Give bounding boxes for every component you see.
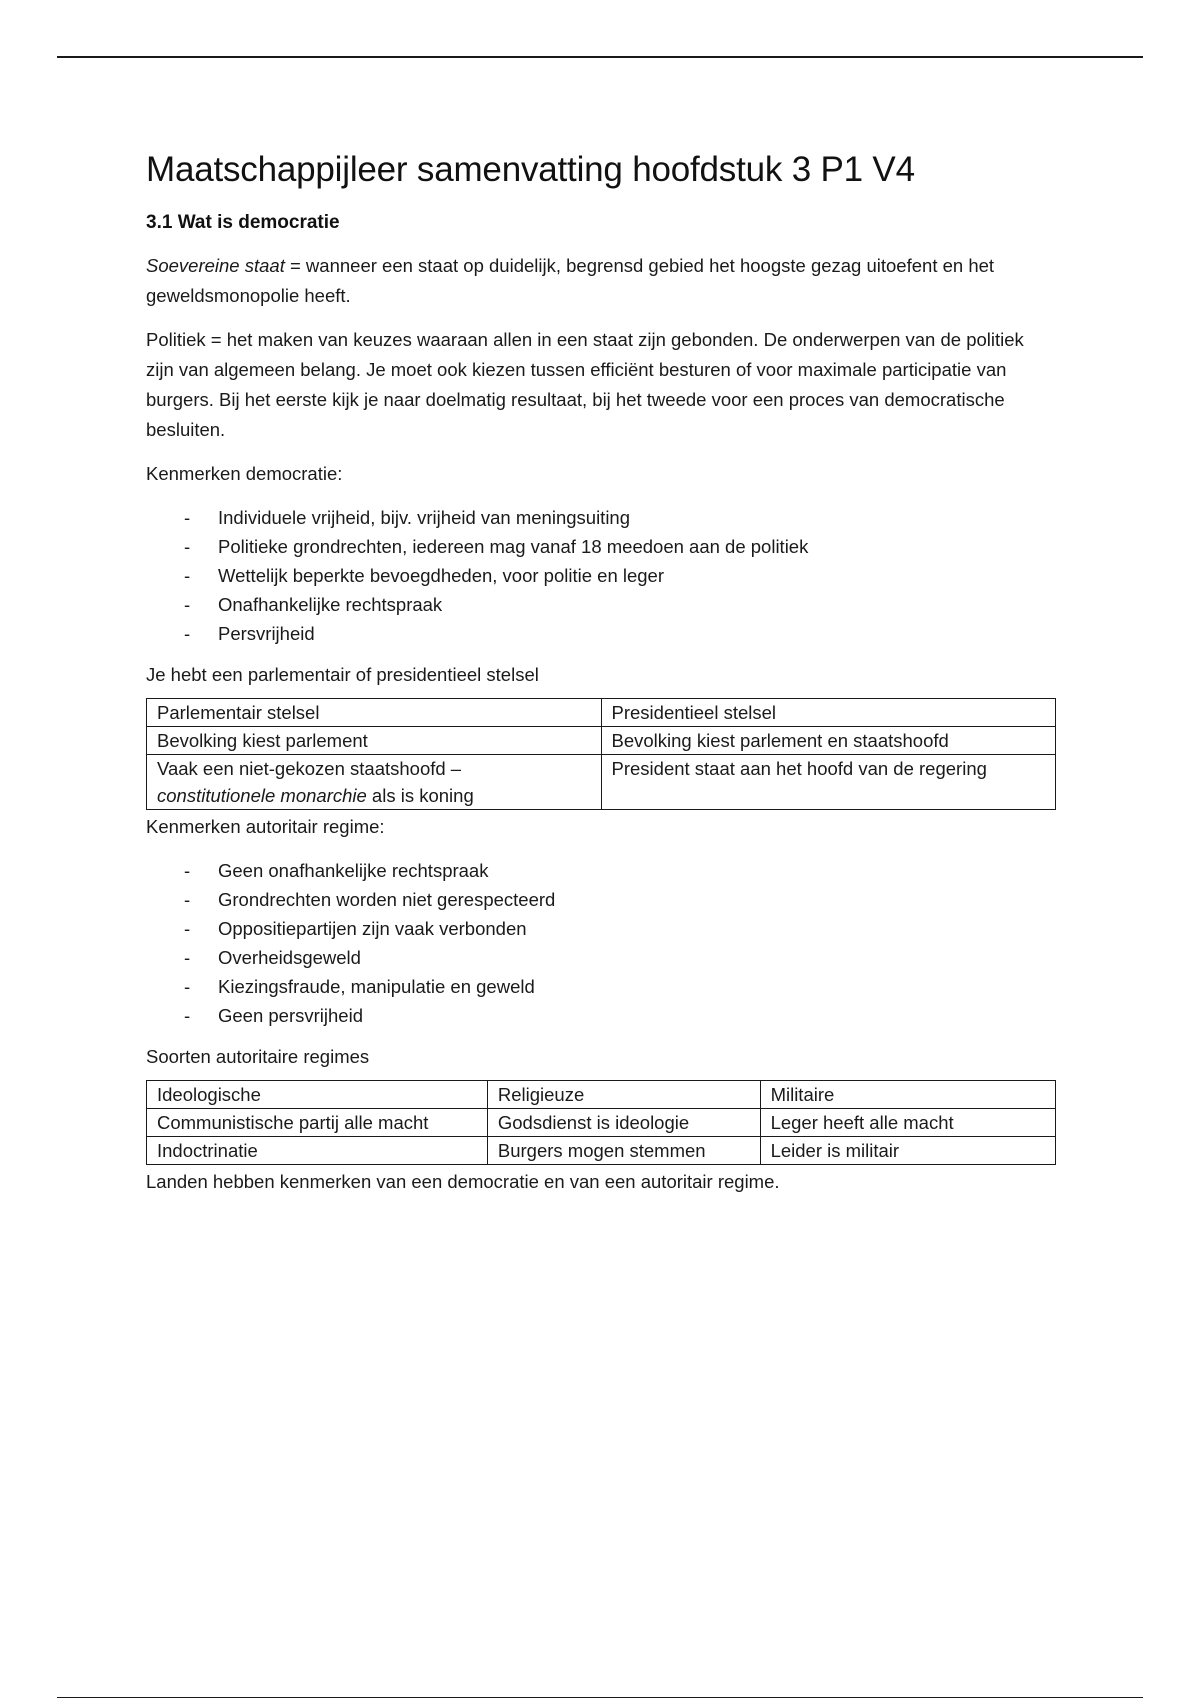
- list-item: - Oppositiepartijen zijn vaak verbonden: [184, 914, 1056, 943]
- list-item: - Wettelijk beperkte bevoegdheden, voor politie en leger: [184, 561, 1056, 590]
- table-cell: Leider is militair: [760, 1137, 1055, 1165]
- regimes-table: [146, 1080, 1056, 1165]
- table-cell: Indoctrinatie: [147, 1137, 488, 1165]
- kenmerken-democratie-label: Kenmerken democratie:: [146, 463, 343, 484]
- cell-text: als is koning: [366, 785, 474, 806]
- table-cell: Presidentieel stelsel: [601, 699, 1056, 727]
- table-row: [147, 755, 1056, 810]
- kenmerken-democratie-list: [146, 503, 1056, 648]
- document-page: [146, 150, 1056, 1211]
- list-item: - Individuele vrijheid, bijv. vrijheid van meningsuiting: [184, 503, 1056, 532]
- list-item: - Grondrechten worden niet gerespecteerd: [184, 885, 1056, 914]
- politiek-paragraph: Politiek = het maken van keuzes waaraan allen in een staat zijn gebonden. De onderwerpen van de politiek zijn van algemeen belang. Je moet ook kiezen tussen efficiënt besturen of voor maximale participatie van burgers. Bij het eerste kijk je naar doelmatig resultaat, bij het tweede voor een proces van democratische besluiten.: [146, 329, 1024, 440]
- stelsel-table: [146, 698, 1056, 810]
- table-cell: Bevolking kiest parlement: [147, 727, 602, 755]
- section-heading: 3.1 Wat is democratie: [146, 212, 340, 233]
- soorten-label: Soorten autoritaire regimes: [146, 1046, 370, 1067]
- table-cell: Parlementair stelsel: [147, 699, 602, 727]
- cell-italic-text: constitutionele monarchie: [157, 785, 367, 806]
- table-cell: Communistische partij alle macht: [147, 1109, 488, 1137]
- table-cell: [147, 755, 602, 810]
- table-cell: Militaire: [760, 1081, 1055, 1109]
- kenmerken-autoritair-label: Kenmerken autoritair regime:: [146, 816, 385, 837]
- table-cell: Burgers mogen stemmen: [487, 1137, 760, 1165]
- list-item: - Geen onafhankelijke rechtspraak: [184, 856, 1056, 885]
- table-cell: Ideologische: [147, 1081, 488, 1109]
- cell-text: Vaak een niet-gekozen staatshoofd –: [157, 758, 462, 779]
- table-row: [147, 699, 1056, 727]
- table-cell: Godsdienst is ideologie: [487, 1109, 760, 1137]
- table-cell: Religieuze: [487, 1081, 760, 1109]
- list-item: - Kiezingsfraude, manipulatie en geweld: [184, 972, 1056, 1001]
- document-title: Maatschappijleer samenvatting hoofdstuk 3 P1 V4: [146, 150, 915, 189]
- table-row: [147, 1081, 1056, 1109]
- table-cell: Leger heeft alle macht: [760, 1109, 1055, 1137]
- header-rule: [57, 56, 1143, 58]
- table-cell: Bevolking kiest parlement en staatshoofd: [601, 727, 1056, 755]
- table-row: [147, 1109, 1056, 1137]
- list-item: - Overheidsgeweld: [184, 943, 1056, 972]
- footer-rule: [57, 1697, 1143, 1698]
- list-item: - Geen persvrijheid: [184, 1001, 1056, 1030]
- table-row: [147, 727, 1056, 755]
- list-item: - Politieke grondrechten, iedereen mag vanaf 18 meedoen aan de politiek: [184, 532, 1056, 561]
- definition-paragraph: [146, 251, 1056, 311]
- kenmerken-autoritair-list: [146, 856, 1056, 1030]
- table-row: [147, 1137, 1056, 1165]
- list-item: - Onafhankelijke rechtspraak: [184, 590, 1056, 619]
- stelsel-intro: Je hebt een parlementair of presidentieel stelsel: [146, 664, 539, 685]
- definition-text: = wanneer een staat op duidelijk, begrensd gebied het hoogste gezag uitoefent en het geweldsmonopolie heeft.: [146, 255, 995, 306]
- definition-term: Soevereine staat: [146, 255, 285, 276]
- closing-paragraph: Landen hebben kenmerken van een democratie en van een autoritair regime.: [146, 1171, 780, 1192]
- list-item: - Persvrijheid: [184, 619, 1056, 648]
- table-cell: President staat aan het hoofd van de regering: [601, 755, 1056, 810]
